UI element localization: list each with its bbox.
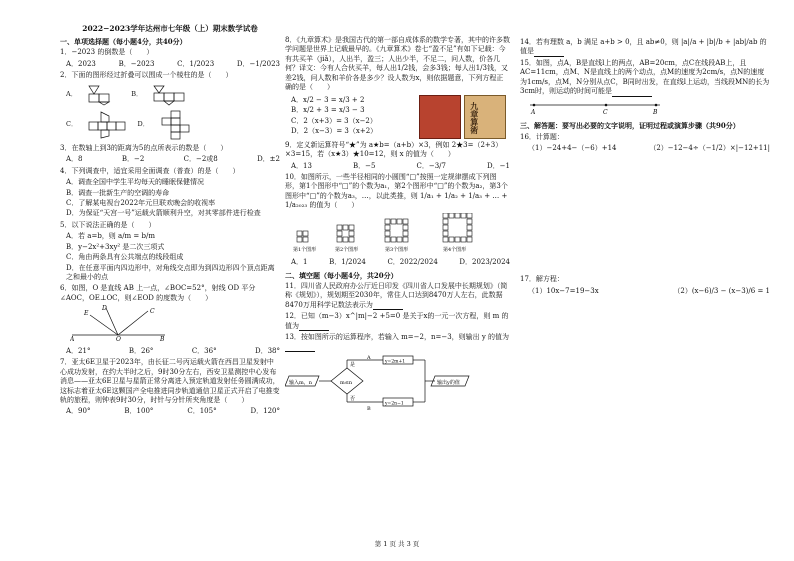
question-10: 10．如图所示，一些半径相同的小圆围“□”按照一定规律摆成下列图形，第1个图形中“□”的个数为a₁，第2个图形中“□”的个数为a₂，第3个图形中“□”的个数为a₃，…，以此类推，则 1/a₁ + 1/a₂ + 1/a₃ + … + 1/a₂₀₂₃ 的值为（ ） [285, 172, 508, 210]
part-2: （2）(x−6)/3 − (x−3)/6 = 1 [673, 286, 770, 295]
label-a: A [531, 108, 536, 115]
flow-output: 输出y的值 [437, 380, 460, 387]
column-left [60, 34, 280, 419]
question-14 [520, 38, 770, 57]
option-d: D． [137, 120, 150, 129]
question-13-text: 13．按如图所示的运算程序，若输入 m=−2，n=−3，则输出 y 的值为 [285, 333, 510, 342]
answer-blank[interactable] [285, 344, 315, 352]
option-b: B． [131, 90, 143, 99]
option-b: B．y−2x²+3xy² 是二次三项式 [66, 242, 165, 251]
question-6-options [60, 347, 280, 356]
option-a: A．2023 [66, 59, 96, 68]
question-2-figures-2 [60, 109, 280, 141]
option-b: B．100° [124, 407, 154, 416]
label-o: O [116, 336, 121, 342]
question-16-parts [520, 144, 770, 153]
question-8-body [285, 95, 510, 139]
question-13 [285, 333, 510, 352]
answer-blank[interactable] [612, 89, 652, 97]
flow-point-b: B [367, 406, 371, 413]
net-figure-d [157, 109, 197, 141]
column-right [520, 36, 770, 296]
book-photos [419, 95, 506, 139]
net-figure-a [85, 84, 123, 106]
question-5: 5．以下说法正确的是（ ） [60, 220, 156, 229]
option-c: C．−2或8 [183, 155, 218, 164]
option-d: D．在任意平面内四边形中，对角线交点即为到四边形四个顶点距离之和最小的点 [66, 263, 275, 281]
answer-blank[interactable] [373, 302, 403, 310]
flow-yes-label: 是 [350, 362, 356, 369]
question-6: 6．如图，O 是直线 AB 上一点，∠BOC=52°，射线 OD 平分∠AOC，OE⊥OC，则∠EOD 的度数为（ ） [60, 284, 256, 302]
option-c: C．36° [191, 346, 217, 355]
angle-figure [70, 305, 170, 341]
page-footer: 第 1 页 共 3 页 [374, 540, 420, 548]
figure-4-label: 第4个图形 [443, 246, 467, 253]
option-d: D．120° [250, 407, 280, 416]
section-heading: 三、解答题：要写出必要的文字说明，证明过程或演算步骤（共90分） [520, 121, 740, 131]
part-2: （2）−12−4÷（−1/2）×|−12+11| [649, 143, 770, 152]
answer-space[interactable] [520, 153, 770, 273]
flow-no-label: 否 [350, 396, 356, 403]
flow-decision: m≤n [340, 380, 353, 387]
option-b: B．x/2 + 3 = x/3 − 3 [291, 106, 365, 115]
label-b: B [653, 108, 658, 115]
option-a: A．21° [66, 346, 91, 355]
option-a: A．90° [66, 407, 91, 416]
option-c: C．−3/7 [416, 161, 446, 170]
question-15 [520, 59, 770, 97]
question-17-parts [520, 287, 770, 296]
figure-3-label: 第3个图形 [385, 246, 409, 253]
book-photo-icon [419, 95, 461, 139]
column-middle [285, 34, 510, 416]
label-c: C [150, 308, 155, 316]
question-3-options [60, 155, 280, 164]
question-2-figures [60, 84, 280, 106]
option-a: A．13 [291, 161, 312, 170]
square-pattern-figure [285, 213, 505, 253]
question-15-text: 15．如图，点A，B是直线l上的两点，AB=20cm，点C在线段AB上，且AC=11cm，点M、N是直线上的两个动点，点M的速度为2cm/s，点N的速度为1cm/s，点M，N分别从点C，B同时出发，在直线l上运动，当线段MN的长为3cm时，则运动的时间可能是 [520, 58, 770, 96]
option-c: C．105° [187, 407, 217, 416]
option-c: C．2（x+3）= 3（x−2） [291, 116, 377, 125]
book-cover [464, 95, 506, 139]
question-9: 9．定义新运算符号“★”为 a★b=（a+b）×3，例如 2★3=（2+3）×3=15，若（x★3）★10=12，则 x 的值为（ ） [285, 140, 503, 159]
exam-title: 2022−2023学年达州市七年级（上）期末数学试卷 [82, 24, 258, 33]
question-14-text: 14．若有理数 a，b 满足 a+b > 0，且 ab≠0，则 |a|/a + |b|/b + |ab|/ab 的值是 [520, 38, 767, 56]
option-d: D．±2 [257, 155, 280, 164]
net-figure-c [85, 110, 129, 140]
flow-yes-branch: y=2m+1 [385, 359, 406, 365]
option-d: D．−1/2023 [236, 59, 280, 68]
question-7: 7．亚太6E卫星于2023年，由长征二号丙运载火箭在西昌卫星发射中心成功发射，在约大半时之后，9时30分左右，西安卫星测控中心发布消息——亚太6E卫星与星箭正常分离进入预定轨道发射任务圆满成功，这标志着亚太6E这颗国产全电推进同步轨道通信卫星正式开启了电推变轨的旅程，则钟表9时30分，时针与分针所夹角度是（ ） [60, 358, 280, 404]
option-a: A．调查全国中学生平均每天的睡眠保健情况 [66, 178, 205, 187]
question-8-options [285, 95, 377, 138]
label-c: C [603, 108, 608, 115]
question-1: 1．−2023 的倒数是（ ） [60, 48, 154, 57]
option-b: B．−2023 [118, 59, 155, 68]
option-c: C．2022/2024 [387, 258, 438, 267]
part-1: （1）−24+4−（−6）+14 [528, 143, 617, 152]
flow-no-branch: y=2n−1 [385, 401, 404, 407]
option-b: B．26° [128, 346, 154, 355]
question-11 [285, 282, 510, 310]
option-a: A．若 a=b，则 a/m = b/m [66, 232, 155, 241]
flow-point-a: A [367, 355, 371, 362]
option-d: D．−1 [487, 161, 510, 170]
figure-2-label: 第2个图形 [335, 246, 359, 253]
segment-figure [520, 99, 760, 115]
answer-blank[interactable] [299, 323, 329, 331]
book-title: 九章算術 [469, 101, 480, 134]
question-2: 2．下面的图形经过折叠可以围成一个棱柱的是（ ） [60, 71, 233, 80]
section-heading: 一、单项选择题（每小题4分，共40分） [60, 37, 187, 46]
option-c: C．1/2023 [177, 59, 215, 68]
option-b: B．−2 [121, 155, 145, 164]
label-a: A [70, 336, 75, 342]
question-11-text: 11．四川省人民政府办公厅近日印发《四川省人口发展中长期规划》（简称《规划》），规划期至2030年，常住人口达到8470万人左右，此数据8470万用科学记数法表示为 [285, 282, 508, 309]
flowchart-figure [285, 354, 485, 412]
label-e: E [84, 310, 89, 318]
question-12 [285, 312, 510, 331]
option-b: B．−5 [353, 161, 376, 170]
option-c: C． [66, 120, 78, 129]
option-d: D．2（x−3）= 3（x+2） [291, 126, 378, 135]
option-a: A． [66, 90, 78, 99]
part-1: （1）10x−7=19−3x [528, 286, 599, 295]
question-1-options [60, 60, 280, 69]
figure-1-label: 第1个图形 [293, 246, 317, 253]
option-a: A．8 [66, 155, 83, 164]
option-b: B．调查一批新生产的空调的寿命 [66, 188, 170, 197]
option-a: A．1 [291, 258, 308, 267]
option-d: D．为保证“天宫一号”运载火箭顺利升空，对其零部件进行检查 [66, 209, 261, 218]
option-d: D．38° [254, 346, 280, 355]
question-3: 3．在数轴上到3的距离为5的点所表示的数是（ ） [60, 143, 228, 152]
question-9-options [285, 162, 510, 171]
net-figure-b [150, 84, 188, 106]
question-7-options [60, 407, 280, 416]
answer-blank[interactable] [534, 49, 564, 57]
option-c: C．角由两条具有公共端点的线段组成 [66, 253, 184, 262]
label-b: B [160, 336, 165, 342]
option-a: A．x/2 − 3 = x/3 + 2 [291, 95, 365, 104]
option-c: C．了解某电视台2022年元旦联欢晚会的收视率 [66, 198, 216, 207]
question-17: 17．解方程： [520, 275, 564, 284]
question-10-options [285, 258, 510, 267]
flow-input: 输入m，n [289, 380, 312, 387]
option-b: B．1/2024 [329, 258, 366, 267]
label-d: D [102, 305, 107, 313]
section-heading: 二、填空题（每小题4分，共20分） [285, 270, 398, 280]
question-12-text: 12．已知（m−3）x^|m|−2 +5=0 是关于x的一元一次方程，则 m 的值为 [285, 312, 509, 330]
option-d: D．2023/2024 [459, 258, 510, 267]
question-16: 16．计算题： [520, 132, 564, 141]
question-8: 8．《九章算术》是我国古代的第一部自成体系的数学专著，其中的许多数学问题是世界上记载最早的。《九章算术》卷七“盈不足”有如下记载：今有共买羊（jiǎ），人出半，盈三；人出少半，不足二，问人数，价各几何？译文：今有人合伙买羊，每人出1/2钱，会多3钱；每人出1/3钱，又差2钱，问人数和羊价各是多少？设人数为x，则依据题意，下列方程正确的是（ ） [285, 36, 510, 92]
question-4: 4．下列调查中，适宜采用全面调查（普查）的是（ ） [60, 166, 240, 175]
